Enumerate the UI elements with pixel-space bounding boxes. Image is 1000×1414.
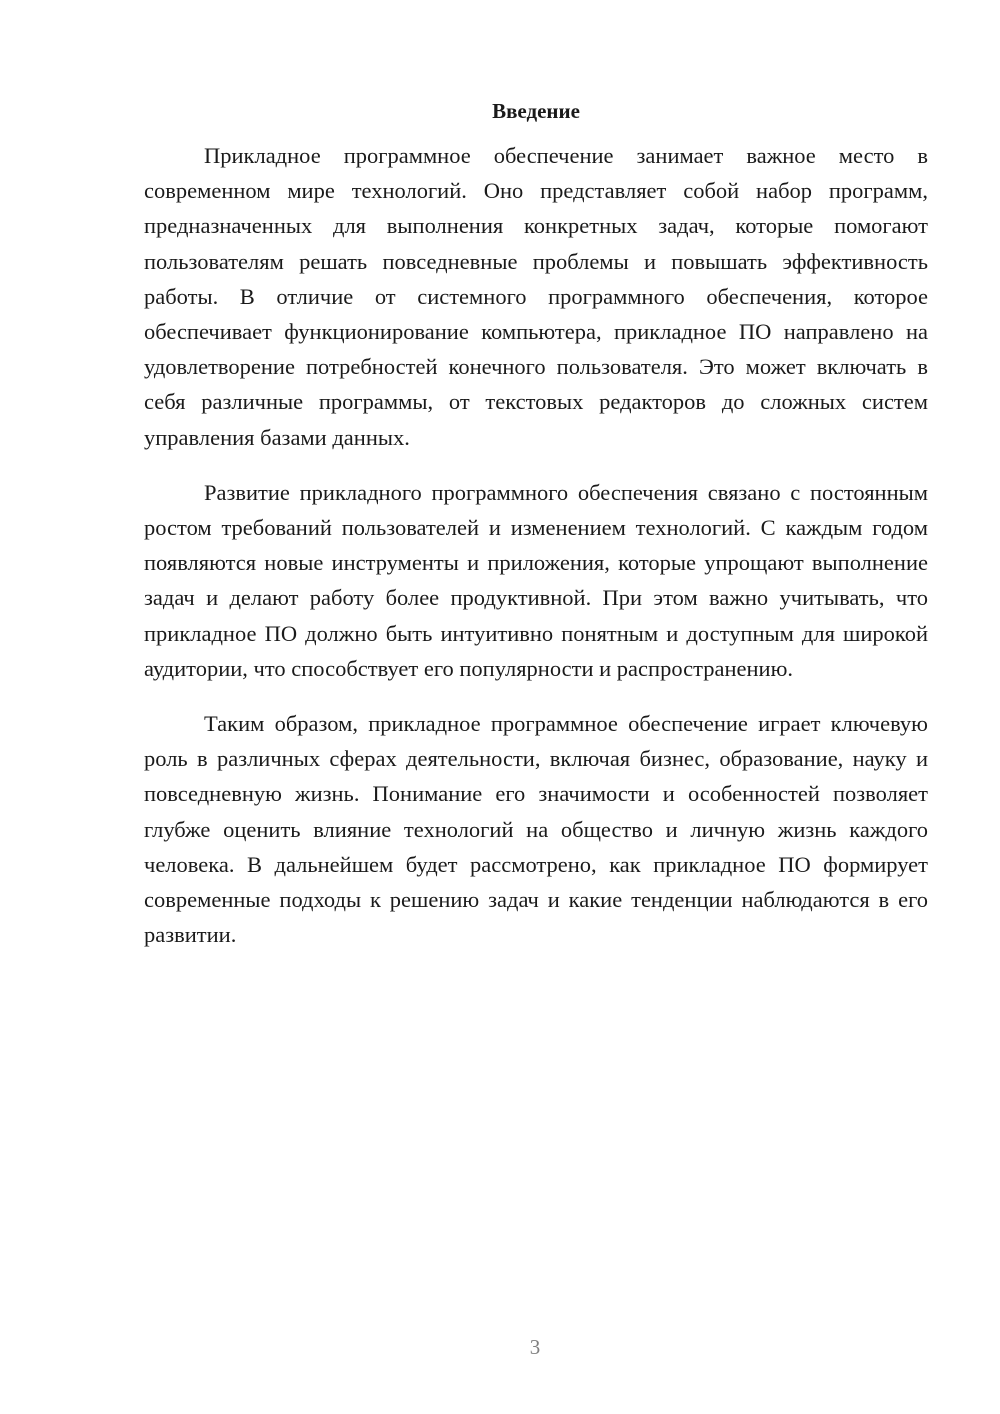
page-number: 3 — [529, 1335, 541, 1359]
paragraph-2: Развитие прикладного программного обеспечения связано с постоянным ростом требований пользователей и изменением технологий. С каждым годом появляются новые инструменты и приложения, которые упрощают выполнение задач и делают работу более продуктивной. При этом важно учитывать, что прикладное ПО должно быть интуитивно понятным и доступным для широкой аудитории, что способствует его популярности и распространению. — [144, 479, 928, 681]
paragraph-3: Таким образом, прикладное программное обеспечение играет ключевую роль в различных сферах деятельности, включая бизнес, образование, науку и повседневную жизнь. Понимание его значимости и особенностей позволяет глубже оценить влияние технологий на общество и личную жизнь каждого человека. В дальнейшем будет рассмотрено, как прикладное ПО формирует современные подходы к решению задач и какие тенденции наблюдаются в его развитии. — [144, 711, 928, 948]
section-title: Введение — [492, 99, 580, 123]
page-content — [144, 96, 928, 952]
paragraph-1: Прикладное программное обеспечение занимает важное место в современном мире технологий. Оно представляет собой набор программ, предназначенных для выполнения конкретных задач, которые помогают пользователям решать повседневные проблемы и повышать эффективность работы. В отличие от системного программного обеспечения, которое обеспечивает функционирование компьютера, прикладное ПО направлено на удовлетворение потребностей конечного пользователя. Это может включать в себя различные программы, от текстовых редакторов до сложных систем управления базами данных. — [144, 143, 928, 450]
